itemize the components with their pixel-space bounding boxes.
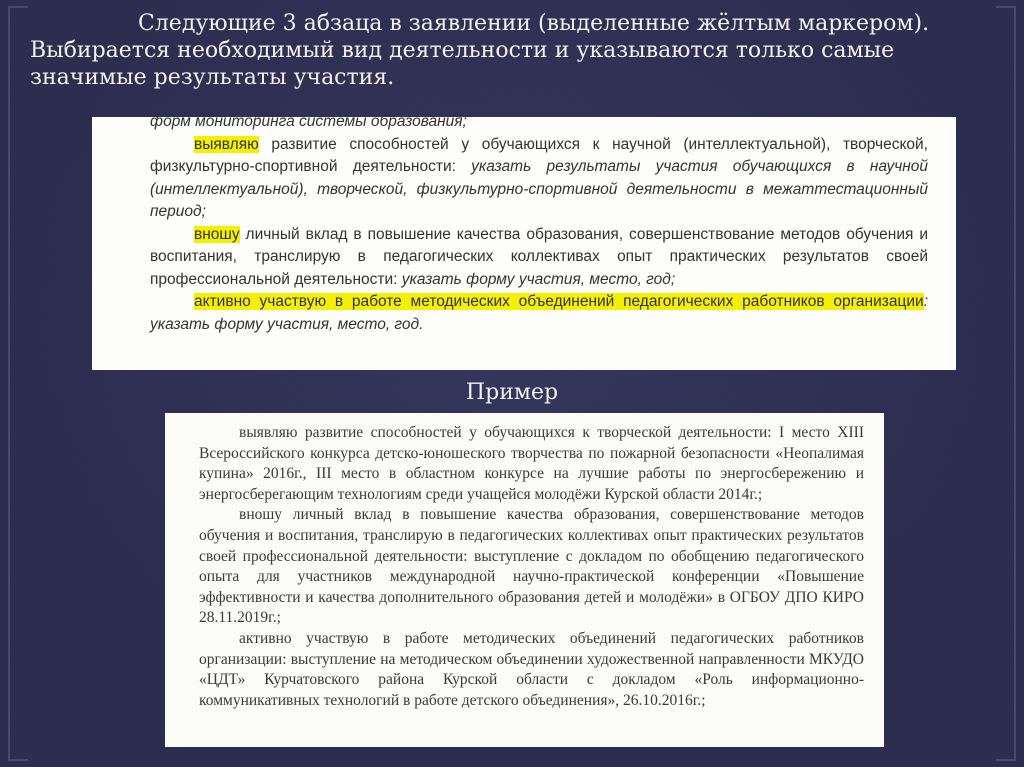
doc2-paragraph-3: активно участвую в работе методических объединений педагогических работников организации: выступление на методическом объединении художественной направленности МКУДО «ЦДТ» Курчатовского района Курской области с докладом «Роль информационно-коммуникативных технологий в работе детского объединения», 26.10.2016г.;	[199, 629, 864, 709]
doc1-paragraph-1: выявляю развитие способностей у обучающихся к научной (интеллектуальной), творческой, физкультурно-спортивной деятельности: указать результаты участия обучающихся в научной (интеллектуальной), творческой, физкультурно-спортивной деятельности в межаттестационный период;	[150, 135, 928, 220]
slide-title	[30, 10, 990, 91]
example-label: Пример	[465, 380, 559, 405]
doc1-paragraph-2: вношу личный вклад в повышение качества образования, совершенствование методов обучения и воспитания, транслирую в педагогических коллективах опыт практических результатов своей профессиональной деятельности: указать форму участия, место, год;	[150, 225, 928, 288]
example-document	[165, 413, 884, 747]
application-excerpt	[92, 113, 956, 370]
doc1-paragraph-0: форм мониторинга системы образования;	[150, 113, 467, 130]
doc1-paragraph-3: активно участвую в работе методических объединений педагогических работников организации: указать форму участия, место, год.	[150, 293, 928, 333]
slide-title-line2: Выбирается необходимый вид деятельности и указываются только самые значимые результаты участия.	[30, 38, 895, 90]
doc2-paragraph-1: выявляю развитие способностей у обучающихся к творческой деятельности: I место XIII Всероссийского конкурса детско-юношеского творчества по пожарной безопасности «Неопалимая купина» 2016г., III место в областном конкурсе на лучшие работы по энергосбережению и энергосберегающим технологиям среди учащейся молодёжи Курской области 2014г.;	[199, 424, 864, 503]
doc2-paragraph-2: вношу личный вклад в повышение качества образования, совершенствование методов обучения и воспитания, транслирую в педагогических коллективах опыт практических результатов своей профессиональной деятельности: выступление с докладом по обобщению педагогического опыта для участников международной научно-практической конференции «Повышение эффективности и качества дополнительного образования детей и молодёжи» в ОГБОУ ДПО КИРО 28.11.2019г.;	[199, 506, 864, 627]
highlight-vyyavlyayu: выявляю	[194, 135, 259, 153]
slide-title-line1: Следующие 3 абзаца в заявлении (выделенные жёлтым маркером).	[138, 11, 930, 36]
highlight-vnoshu: вношу	[194, 225, 240, 243]
highlight-aktivno-uchastvuyu: активно участвую в работе методических объединений педагогических работников организации	[194, 293, 924, 310]
